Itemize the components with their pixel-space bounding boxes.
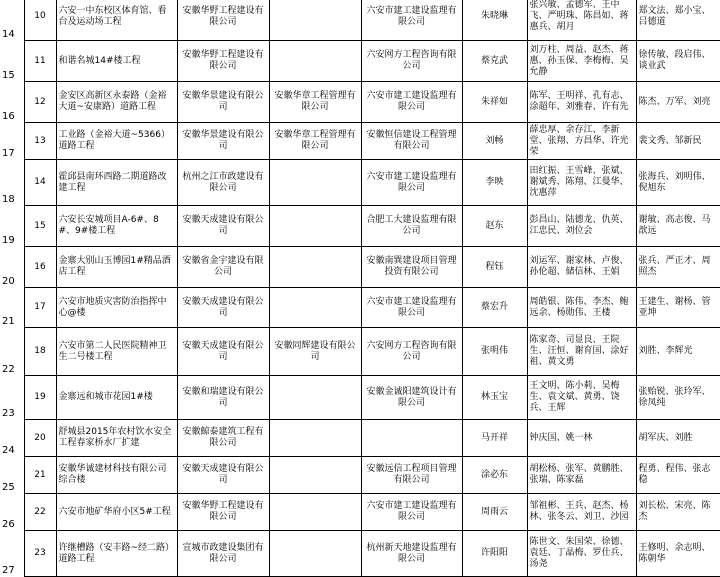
builder-company-cell: 安徽华野工程建设有限公司	[177, 41, 269, 82]
row-number: 24	[0, 420, 24, 457]
row-number: 19	[0, 206, 24, 247]
supervision-company-cell	[361, 420, 462, 457]
management-company-cell	[269, 0, 361, 41]
row-number: 20	[0, 247, 24, 288]
management-company-cell: 安徽华章工程管理有限公司	[269, 123, 361, 160]
team-members-cell: 薛忠厚、余存江、李新堂、张翔、方昌华、许光荣	[527, 123, 636, 160]
row-number: 22	[0, 328, 24, 376]
supervision-company-cell: 安徽远信工程项目管理有限公司	[361, 457, 462, 494]
builder-company-cell: 安徽华景建设有限公司	[177, 123, 269, 160]
supervision-company-cell: 六安市建工建设监理有限公司	[361, 494, 462, 531]
supervision-company-cell: 六安市建工建设监理有限公司	[361, 0, 462, 41]
team-members-cell: 彭昌山、陆德龙、仇英、江忠民、刘位会	[527, 206, 636, 247]
supervisor-person-cell: 周雨云	[462, 494, 527, 531]
table-row	[0, 123, 720, 160]
project-number: 23	[24, 531, 56, 577]
team-members-cell: 钟庆国、姚一林	[527, 420, 636, 457]
supervision-company-cell: 六安市建工建设监理有限公司	[361, 288, 462, 328]
supervisor-person-cell: 蔡宏升	[462, 288, 527, 328]
project-name-cell: 霍邱县南环西路二期道路改建工程	[56, 160, 177, 206]
other-members-cell: 郑文法、郑小宝、吕德道	[636, 0, 720, 41]
team-members-cell: 田红振、王雪峰、张斌、谢斌秀、陈翔、江曼华、沈惠萍	[527, 160, 636, 206]
builder-company-cell: 安徽和瑞建设有限公司	[177, 376, 269, 420]
management-company-cell	[269, 288, 361, 328]
supervision-company-cell: 安徽金诚阳建筑设计有限公司	[361, 376, 462, 420]
supervisor-person-cell: 涂必东	[462, 457, 527, 494]
table-row	[0, 247, 720, 288]
table-row	[0, 494, 720, 531]
team-members-cell: 陈世文、朱国荣、徐德、袁廷、丁晶梅、罗仕兵、汤尧	[527, 531, 636, 577]
row-number: 26	[0, 494, 24, 531]
builder-company-cell: 安徽天成建设有限公司	[177, 328, 269, 376]
management-company-cell	[269, 206, 361, 247]
table-row	[0, 82, 720, 123]
project-number: 16	[24, 247, 56, 288]
table-row	[0, 328, 720, 376]
project-name-cell: 安徽华诚建材科技有限公司综合楼	[56, 457, 177, 494]
management-company-cell: 安徽同辉建设有限公司	[269, 328, 361, 376]
builder-company-cell: 安徽鲸泰建筑工程有限公司	[177, 420, 269, 457]
supervisor-person-cell: 蔡克武	[462, 41, 527, 82]
builder-company-cell: 安徽天成建设有限公司	[177, 288, 269, 328]
project-name-cell: 六安市第二人民医院精神卫生二号楼工程	[56, 328, 177, 376]
project-name-cell: 舒城县2015年农村饮水安全工程春家桥水厂扩建	[56, 420, 177, 457]
team-members-cell: 刘万柱、周益、赵杰、蒋惠、孙玉保、李梅梅、吴允静	[527, 41, 636, 82]
row-number: 15	[0, 41, 24, 82]
supervisor-person-cell: 李映	[462, 160, 527, 206]
management-company-cell	[269, 457, 361, 494]
project-name-cell: 工业路（金裕大道~5366）道路工程	[56, 123, 177, 160]
supervisor-person-cell: 许阳阳	[462, 531, 527, 577]
project-number: 10	[24, 0, 56, 41]
supervision-company-cell: 杭州新天地建设监理有限公司	[361, 531, 462, 577]
row-number: 21	[0, 288, 24, 328]
project-number: 12	[24, 82, 56, 123]
supervision-company-cell: 六安市建工建设监理有限公司	[361, 160, 462, 206]
other-members-cell: 刘长松、宋亮、陈杰	[636, 494, 720, 531]
other-members-cell: 张兵、严正才、周照杰	[636, 247, 720, 288]
management-company-cell	[269, 494, 361, 531]
supervisor-person-cell: 张明伟	[462, 328, 527, 376]
row-number: 25	[0, 457, 24, 494]
management-company-cell	[269, 160, 361, 206]
row-number: 14	[0, 0, 24, 41]
project-number: 13	[24, 123, 56, 160]
project-name-cell: 六安长安城项目A-6#、8#、9#楼工程	[56, 206, 177, 247]
project-number: 15	[24, 206, 56, 247]
builder-company-cell: 安徽天成建设有限公司	[177, 457, 269, 494]
management-company-cell	[269, 531, 361, 577]
other-members-cell: 王建生、谢杨、管亚坤	[636, 288, 720, 328]
project-number: 20	[24, 420, 56, 457]
supervision-company-cell: 六安网方工程咨询有限公司	[361, 328, 462, 376]
supervisor-person-cell: 马开祥	[462, 420, 527, 457]
row-number: 27	[0, 531, 24, 577]
project-number: 18	[24, 328, 56, 376]
other-members-cell: 裴文秀、邹新民	[636, 123, 720, 160]
project-number: 11	[24, 41, 56, 82]
team-members-cell: 陈家奇、司显良、王院生、汪恒、谢育国、涂好祖、黄文勇	[527, 328, 636, 376]
team-members-cell: 陈军、王明祥、孔有志、涂超年、刘雅春、许有先	[527, 82, 636, 123]
builder-company-cell: 安徽华景建设有限公司	[177, 82, 269, 123]
other-members-cell: 谢敏、高志俊、马歆远	[636, 206, 720, 247]
builder-company-cell: 安徽华野工程建设有限公司	[177, 494, 269, 531]
builder-company-cell: 安徽省金宇建设有限公司	[177, 247, 269, 288]
builder-company-cell: 安徽华野工程建设有限公司	[177, 0, 269, 41]
table-row	[0, 420, 720, 457]
project-number: 21	[24, 457, 56, 494]
project-number: 17	[24, 288, 56, 328]
project-name-cell: 许继槽路（安丰路~经二路）道路工程	[56, 531, 177, 577]
other-members-cell: 刘胜、李辉光	[636, 328, 720, 376]
supervisor-person-cell: 林玉宝	[462, 376, 527, 420]
row-number: 16	[0, 82, 24, 123]
supervision-company-cell: 安徽恒信建设工程管理有限公司	[361, 123, 462, 160]
team-members-cell: 胡松杨、张军、黄鹏胜、张瑞、陈家磊	[527, 457, 636, 494]
project-name-cell: 六安市地矿华府小区5#工程	[56, 494, 177, 531]
management-company-cell: 安徽华章工程管理有限公司	[269, 82, 361, 123]
team-members-cell: 邹祖彬、王兵、赵杰、杨林、张冬云、刘卫、沙园	[527, 494, 636, 531]
supervision-company-cell: 安徽南巽建设项目管理投资有限公司	[361, 247, 462, 288]
project-name-cell: 金安区高新区永泰路（金裕大道~安康路）道路工程	[56, 82, 177, 123]
project-name-cell: 六安一中东校区体育馆、看台及运动场工程	[56, 0, 177, 41]
team-members-cell: 王文明、陈小莉、吴梅生、袁文斌、黄勇、饶兵、王辉	[527, 376, 636, 420]
row-number: 18	[0, 160, 24, 206]
other-members-cell: 程勇、程伟、张志稳	[636, 457, 720, 494]
management-company-cell	[269, 376, 361, 420]
team-members-cell: 周皓银、陈伟、李杰、鲍远余、杨勋伟、王楼	[527, 288, 636, 328]
team-members-cell: 刘运军、谢家林、卢俊、孙伦超、储信林、王娟	[527, 247, 636, 288]
table-row	[0, 531, 720, 577]
project-name-cell: 金寨大别山玉博园1#精品酒店工程	[56, 247, 177, 288]
other-members-cell: 胡军庆、刘胜	[636, 420, 720, 457]
table-row	[0, 457, 720, 494]
table-row	[0, 376, 720, 420]
management-company-cell	[269, 247, 361, 288]
other-members-cell: 王修明、余志明、陈朝华	[636, 531, 720, 577]
supervisor-person-cell: 朱晓琳	[462, 0, 527, 41]
table-row	[0, 160, 720, 206]
builder-company-cell: 杭州之江市政建设有限公司	[177, 160, 269, 206]
supervision-company-cell: 六安网方工程咨询有限公司	[361, 41, 462, 82]
management-company-cell	[269, 41, 361, 82]
table-row	[0, 41, 720, 82]
table-row	[0, 288, 720, 328]
supervisor-person-cell: 赵东	[462, 206, 527, 247]
builder-company-cell: 宣城市政建设集团有限公司	[177, 531, 269, 577]
table-row	[0, 0, 720, 41]
project-name-cell: 金寨远和城市花园1#楼	[56, 376, 177, 420]
row-number: 17	[0, 123, 24, 160]
table-row	[0, 206, 720, 247]
project-name-cell: 和谐名城14#楼工程	[56, 41, 177, 82]
supervision-company-cell: 六安市建工建设监理有限公司	[361, 82, 462, 123]
supervisor-person-cell: 朱祥如	[462, 82, 527, 123]
project-number: 14	[24, 160, 56, 206]
team-members-cell: 张兴敏、孟德军、王中飞、严明珠、陈昌如、蒋惠兵、胡月	[527, 0, 636, 41]
supervisor-person-cell: 刘畅	[462, 123, 527, 160]
project-name-cell: 六安市地质灾害防治指挥中心@楼	[56, 288, 177, 328]
other-members-cell: 张贻锐、张玲军、徐凤纯	[636, 376, 720, 420]
other-members-cell: 张海兵、刘明伟、倪旭东	[636, 160, 720, 206]
other-members-cell: 徐传敏、段启伟、谈业武	[636, 41, 720, 82]
builder-company-cell: 安徽天成建设有限公司	[177, 206, 269, 247]
project-number: 22	[24, 494, 56, 531]
other-members-cell: 陈杰、万军、刘亮	[636, 82, 720, 123]
supervision-company-cell: 合肥工大建设监理有限公司	[361, 206, 462, 247]
supervisor-person-cell: 程钰	[462, 247, 527, 288]
management-company-cell	[269, 420, 361, 457]
row-number: 23	[0, 376, 24, 420]
project-number: 19	[24, 376, 56, 420]
